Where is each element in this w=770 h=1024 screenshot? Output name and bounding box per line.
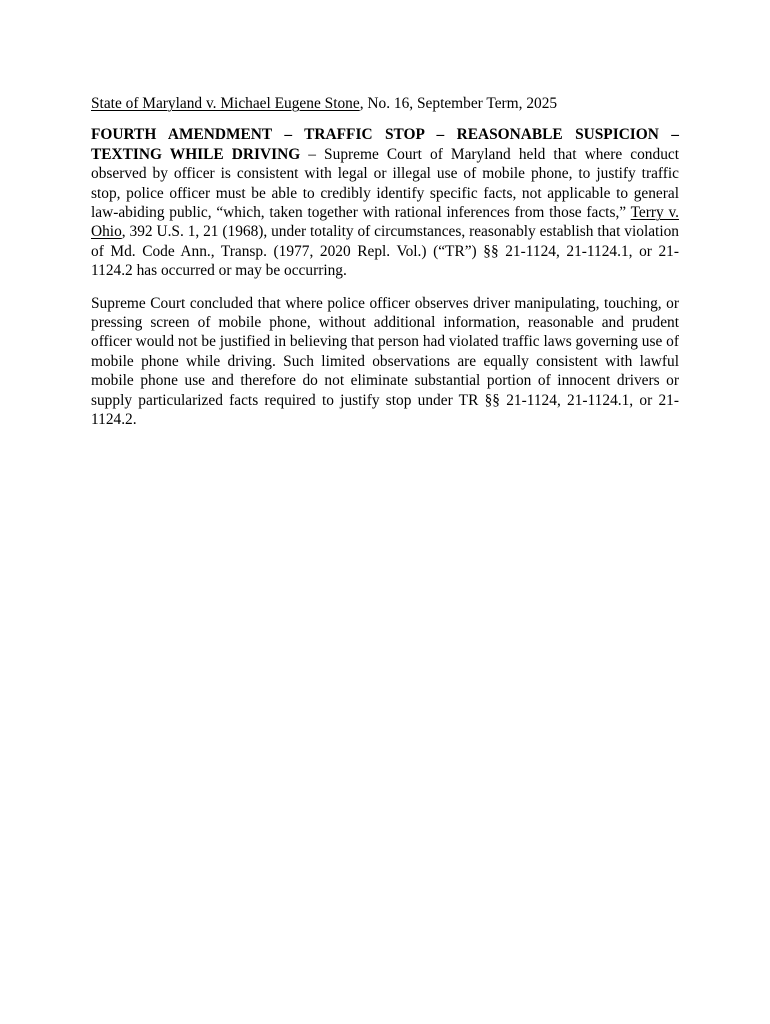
case-number-term: , No. 16, September Term, 2025 bbox=[359, 95, 558, 112]
headnote-citation-text: , 392 U.S. 1, 21 (1968), under totality of circumstances, reasonably establish that violation of Md. Code Ann., Transp. (1977, 2020 Repl. Vol.) (“TR”) §§ 21-1124, 21-1124.1, or 21-1124.2 has occurred or may be occurring. bbox=[91, 223, 679, 280]
document-page bbox=[91, 94, 679, 430]
citation-case-name: Terry v. Ohio bbox=[91, 204, 680, 241]
headnote-paragraph bbox=[91, 125, 679, 280]
headnote-holding-text: – Supreme Court of Maryland held that where conduct observed by officer is consistent with legal or illegal use of mobile phone, to justify traffic stop, police officer must be able to credibly identify specific facts, not applicable to general law-abiding public, “which, taken together with rational inferences from those facts,” bbox=[91, 145, 679, 222]
case-caption bbox=[91, 94, 679, 113]
headnote-topic: FOURTH AMENDMENT – TRAFFIC STOP – REASONABLE SUSPICION – TEXTING WHILE DRIVING bbox=[91, 126, 679, 163]
conclusion-paragraph: Supreme Court concluded that where police officer observes driver manipulating, touching, or pressing screen of mobile phone, without additional information, reasonable and prudent officer would not be justified in believing that person had violated traffic laws governing use of mobile phone while driving. Such limited observations are equally consistent with lawful mobile phone use and therefore do not eliminate substantial portion of innocent drivers or supply particularized facts required to justify stop under TR §§ 21-1124, 21-1124.1, or 21-1124.2. bbox=[91, 294, 679, 429]
case-name: State of Maryland v. Michael Eugene Stone bbox=[91, 95, 360, 112]
